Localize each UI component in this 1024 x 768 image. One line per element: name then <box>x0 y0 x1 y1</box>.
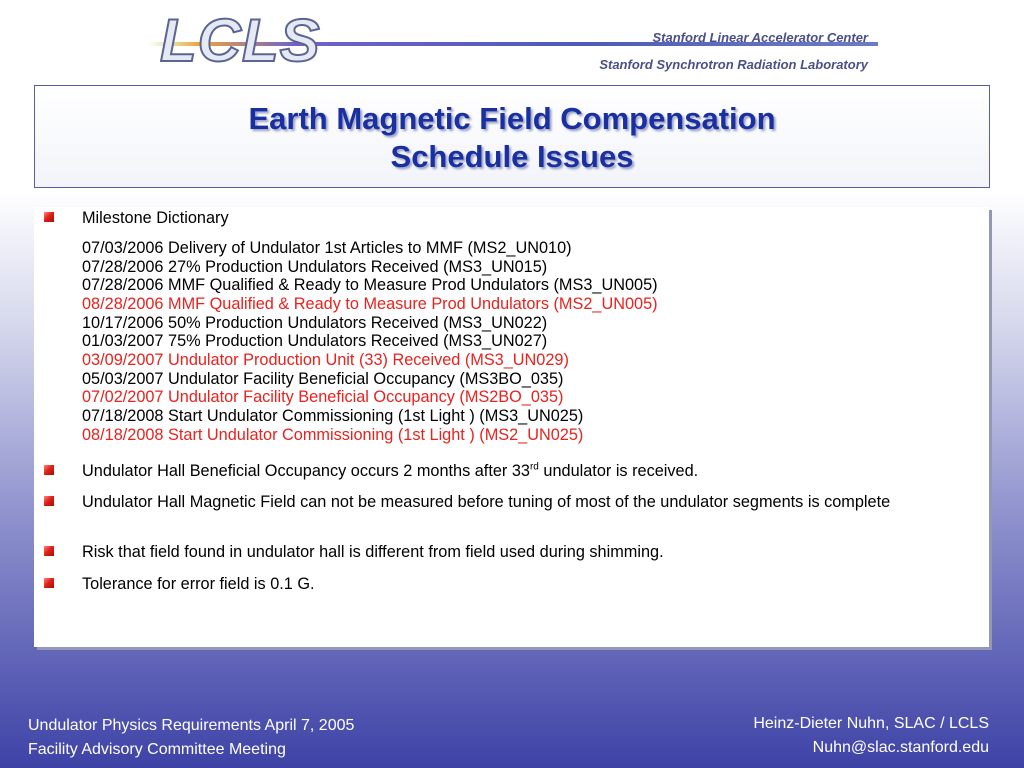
milestone-item: 07/02/2007 Undulator Facility Beneficial Occupancy (MS2BO_035) <box>82 388 564 407</box>
header <box>0 0 1024 80</box>
milestone-item: 07/28/2006 27% Production Undulators Received (MS3_UN015) <box>82 257 548 276</box>
bullet-magnetic-field <box>34 493 982 512</box>
bullet-tolerance <box>34 575 1022 594</box>
footer-email: Nuhn@slac.stanford.edu <box>812 739 989 756</box>
bullet-square-icon <box>44 496 54 506</box>
bullet-occupancy <box>34 462 1022 481</box>
milestone-list <box>82 239 658 444</box>
milestone-item: 10/17/2006 50% Production Undulators Received (MS3_UN022) <box>82 313 548 332</box>
footer-meeting: Facility Advisory Committee Meeting <box>28 741 286 758</box>
footer-author: Heinz-Dieter Nuhn, SLAC / LCLS <box>753 715 989 732</box>
milestone-item: 03/09/2007 Undulator Production Unit (33) Received (MS3_UN029) <box>82 350 569 369</box>
milestone-item: 08/18/2008 Start Undulator Commissioning (1st Light ) (MS2_UN025) <box>82 425 584 444</box>
footer-right <box>753 712 989 760</box>
title-line-2: Schedule Issues <box>390 139 634 174</box>
bullet-square-icon <box>44 465 54 475</box>
milestone-heading: Milestone Dictionary <box>82 209 229 227</box>
footer-left <box>28 714 354 762</box>
bullet-risk <box>34 543 1022 562</box>
slide-title <box>35 100 989 176</box>
org-name-slac: Stanford Linear Accelerator Center <box>652 30 868 45</box>
risk-text: Risk that field found in undulator hall is different from field used during shimming. <box>82 543 664 561</box>
footer-event: Undulator Physics Requirements April 7, 2005 <box>28 717 355 734</box>
tolerance-text: Tolerance for error field is 0.1 G. <box>82 575 315 593</box>
title-line-1: Earth Magnetic Field Compensation <box>248 101 776 136</box>
milestone-item: 07/03/2006 Delivery of Undulator 1st Articles to MMF (MS2_UN010) <box>82 239 572 257</box>
milestone-item: 05/03/2007 Undulator Facility Beneficial Occupancy (MS3BO_035) <box>82 369 564 388</box>
magnetic-text: Undulator Hall Magnetic Field can not be measured before tuning of most of the undulator segments is complete <box>82 493 891 511</box>
occupancy-sup: rd <box>529 461 539 473</box>
title-box <box>34 85 990 188</box>
occupancy-text-pre: Undulator Hall Beneficial Occupancy occurs 2 months after 33 <box>82 462 530 480</box>
org-name-ssrl: Stanford Synchrotron Radiation Laboratory <box>599 57 868 72</box>
bullet-square-icon <box>44 546 54 556</box>
bullet-square-icon <box>44 578 54 588</box>
lcls-logo: LCLS <box>160 7 321 74</box>
milestone-item: 08/28/2006 MMF Qualified & Ready to Measure Prod Undulators (MS2_UN005) <box>82 294 658 313</box>
bullet-square-icon <box>44 212 54 222</box>
milestone-item: 07/28/2006 MMF Qualified & Ready to Measure Prod Undulators (MS3_UN005) <box>82 276 658 295</box>
milestone-item: 07/18/2008 Start Undulator Commissioning (1st Light ) (MS3_UN025) <box>82 406 584 425</box>
bullet-milestone-dictionary <box>34 209 1022 228</box>
content-box <box>34 207 989 647</box>
milestone-item: 01/03/2007 75% Production Undulators Received (MS3_UN027) <box>82 332 548 351</box>
occupancy-text-post: undulator is received. <box>538 462 699 480</box>
